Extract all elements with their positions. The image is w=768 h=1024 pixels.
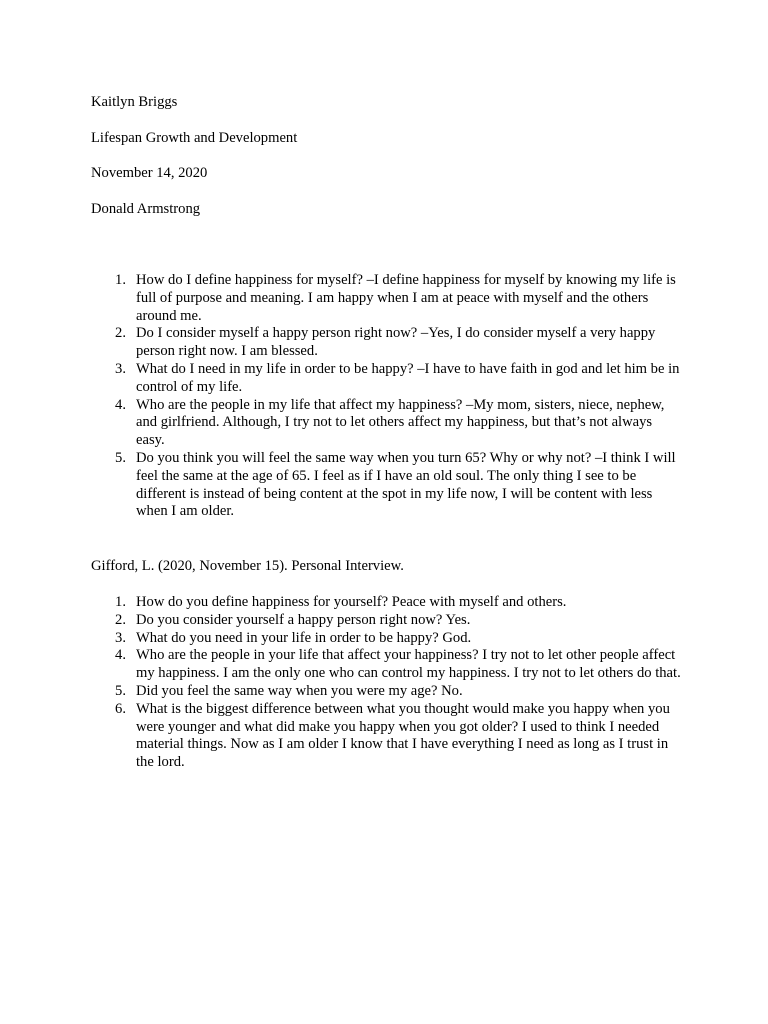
list-item xyxy=(91,361,681,397)
document-date: November 14, 2020 xyxy=(91,165,208,181)
list-item xyxy=(91,647,681,683)
list-item-number: 4. xyxy=(115,396,126,413)
list-item-text: What is the biggest difference between what you thought would make you happy when you were younger and what did make you happy when you got older? I used to think I needed material things. Now as I am older I know that I have everything I need as long as I trust in the lord. xyxy=(136,700,670,771)
list-item-number: 5. xyxy=(115,449,126,466)
list-item-number: 3. xyxy=(115,629,126,646)
list-item xyxy=(91,594,681,612)
list-item-text: Do I consider myself a happy person right now? –Yes, I do consider myself a very happy person right now. I am blessed. xyxy=(136,325,656,360)
author-name: Kaitlyn Briggs xyxy=(91,94,178,110)
list-item xyxy=(91,701,681,772)
instructor-name: Donald Armstrong xyxy=(91,201,201,217)
interview-citation: Gifford, L. (2020, November 15). Personal Interview. xyxy=(91,558,404,574)
list-item-text: How do I define happiness for myself? –I define happiness for myself by knowing my life is full of purpose and meaning. I am happy when I am at peace with myself and the others around me. xyxy=(136,272,676,324)
list-item-number: 3. xyxy=(115,360,126,377)
list-item-number: 1. xyxy=(115,272,126,288)
list-item-text: Did you feel the same way when you were my age? No. xyxy=(136,682,463,699)
list-item xyxy=(91,397,681,450)
list-item-number: 6. xyxy=(115,700,126,717)
list-item-text: How do you define happiness for yourself? Peace with myself and others. xyxy=(136,594,567,610)
list-item-text: Do you consider yourself a happy person right now? Yes. xyxy=(136,611,471,628)
list-item-text: What do you need in your life in order to be happy? God. xyxy=(136,629,472,646)
list-item-number: 5. xyxy=(115,682,126,699)
list-item-text: What do I need in my life in order to be happy? –I have to have faith in god and let him be in control of my life. xyxy=(136,360,680,395)
list-item-number: 2. xyxy=(115,325,126,342)
list-item-text: Who are the people in my life that affect my happiness? –My mom, sisters, niece, nephew, and girlfriend. Although, I try not to let others affect my happiness, but that’s not always easy. xyxy=(136,396,665,449)
self-interview-list xyxy=(91,272,681,521)
course-name: Lifespan Growth and Development xyxy=(91,130,298,146)
interviewee-list xyxy=(91,594,681,772)
list-item xyxy=(91,612,681,630)
list-item-number: 1. xyxy=(115,594,126,610)
list-item-number: 2. xyxy=(115,611,126,628)
list-item xyxy=(91,683,681,701)
list-item-text: Do you think you will feel the same way when you turn 65? Why or why not? –I think I will feel the same at the age of 65. I feel as if I have an old soul. The only thing I see to be different is instead of being content at the spot in my life now, I will be content with less when I am older. xyxy=(136,449,676,520)
list-item xyxy=(91,630,681,648)
list-item-text: Who are the people in your life that affect your happiness? I try not to let other people affect my happiness. I am the only one who can control my happiness. I try not to let others do that. xyxy=(136,647,681,682)
list-item xyxy=(91,450,681,521)
list-item xyxy=(91,272,681,325)
list-item xyxy=(91,325,681,361)
list-item-number: 4. xyxy=(115,647,126,664)
